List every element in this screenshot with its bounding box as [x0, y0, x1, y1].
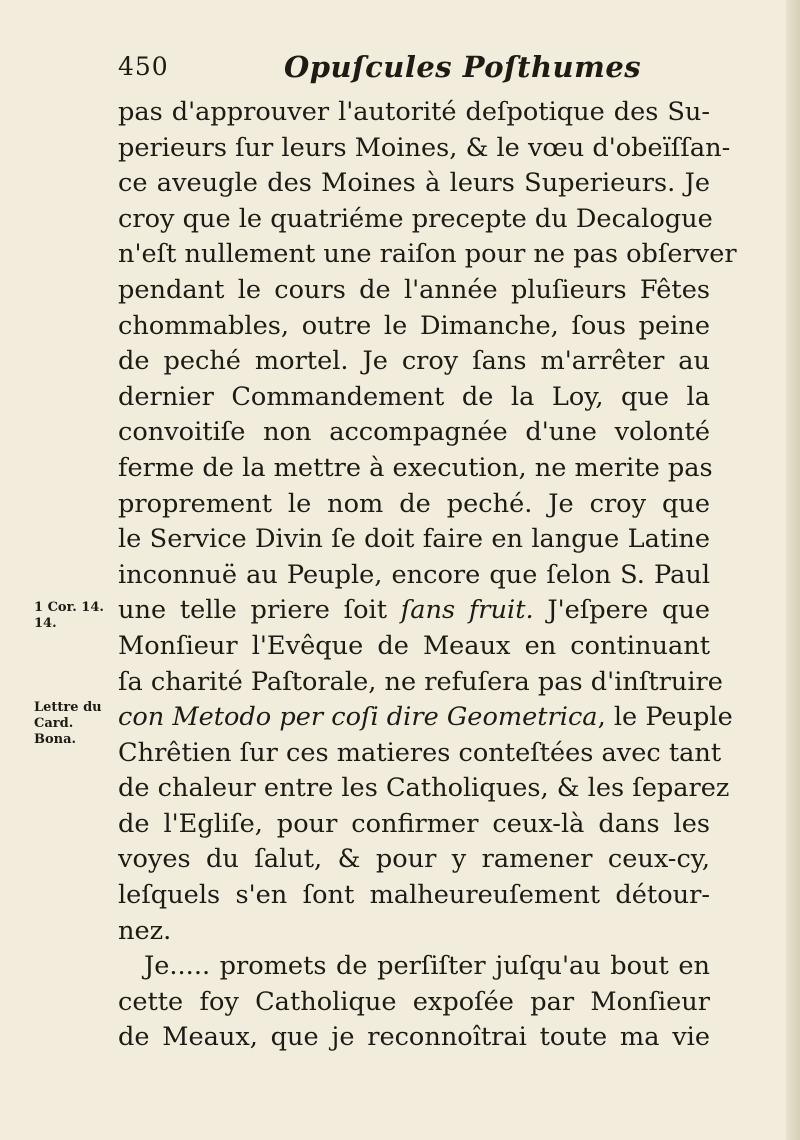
- text-line: dernier Commandement de la Loy, que la: [118, 381, 710, 412]
- text-line: Monſieur l'Evêque de Meaux en continuant: [118, 630, 710, 661]
- text-line: voyes du ſalut, & pour y ramener ceux-cy,: [118, 844, 710, 875]
- page-edge: [786, 0, 800, 1140]
- text-line: ſa charité Paſtorale, ne refuſera pas d'inſtruire: [118, 666, 723, 697]
- text-line: ferme de la mettre à execution, ne merite pas: [118, 452, 713, 483]
- text-line: pas d'approuver l'autorité deſpotique des Su-: [118, 97, 710, 127]
- text-segment: une telle priere ſoit: [118, 595, 401, 626]
- text-line: de chaleur entre les Catholiques, & les ſeparez: [118, 773, 730, 804]
- body-text: [118, 95, 737, 1056]
- text-line: n'eſt nullement une raiſon pour ne pas obſerver: [118, 239, 737, 270]
- text-segment: J'eſpere que: [533, 595, 710, 626]
- page-number: 450: [118, 52, 169, 81]
- margin-note-letter-ref: Lettre du Card. Bona.: [34, 700, 102, 747]
- italic-phrase: ſans fruit.: [400, 595, 534, 626]
- running-title: Opuſcules Poſthumes: [284, 50, 642, 84]
- text-line: de Meaux, que je reconnoîtrai toute ma vie: [118, 1022, 710, 1053]
- text-line: Chrêtien ſur ces matieres conteſtées avec tant: [118, 737, 722, 768]
- text-line: [118, 593, 710, 629]
- text-line: convoitiſe non accompagnée d'une volonté: [118, 417, 710, 448]
- text-line: [118, 700, 733, 736]
- text-line: de l'Egliſe, pour confirmer ceux-là dans les: [118, 808, 710, 839]
- text-line: pendant le cours de l'année pluſieurs Fêtes: [118, 274, 710, 305]
- margin-note-scripture-ref: 1 Cor. 14. 14.: [34, 600, 104, 631]
- text-line: croy que le quatriéme precepte du Decalogue: [118, 203, 713, 234]
- italic-phrase: con Metodo per coſi dire Geometrica: [118, 702, 598, 733]
- text-line: le Service Divin ſe doit faire en langue Latine: [118, 524, 710, 555]
- text-line: leſquels s'en ſont malheureuſement détour-: [118, 880, 710, 911]
- text-line: inconnuë au Peuple, encore que ſelon S. Paul: [118, 559, 710, 590]
- text-line: chommables, outre le Dimanche, ſous peine: [118, 310, 710, 341]
- text-line: nez.: [118, 915, 172, 946]
- text-line: proprement le nom de peché. Je croy que: [118, 488, 710, 519]
- text-line: cette foy Catholique expoſée par Monſieur: [118, 986, 710, 1017]
- running-head: [118, 50, 738, 90]
- text-line: perieurs ſur leurs Moines, & le vœu d'obeïſſan-: [118, 132, 731, 163]
- text-segment: , le Peuple: [597, 702, 733, 733]
- text-line: Je..... promets de perſiſter juſqu'au bout en: [144, 951, 710, 982]
- text-line: ce aveugle des Moines à leurs Superieurs. Je: [118, 168, 710, 199]
- text-line: de peché mortel. Je croy ſans m'arrêter au: [118, 346, 710, 377]
